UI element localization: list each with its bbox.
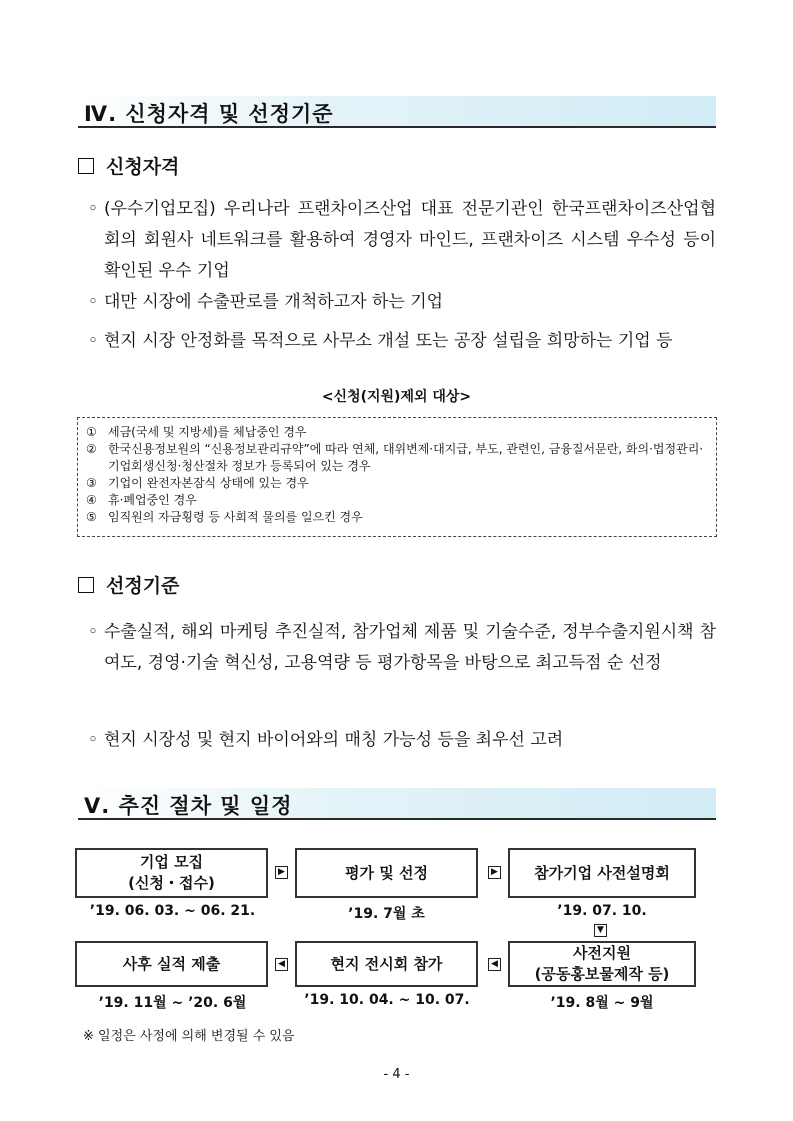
bullet-dot: ◦ xyxy=(88,331,99,351)
exclusion-item-number: ④ xyxy=(86,493,97,507)
arrow-down-icon: ▼ xyxy=(594,924,607,937)
exclusion-item-text: 휴·폐업중인 경우 xyxy=(108,493,197,507)
step-label: 기업 모집 (신청・접수) xyxy=(128,853,215,892)
exclusion-item xyxy=(86,509,708,526)
eligibility-bullet-text: (우수기업모집) 우리나라 프랜차이즈산업 대표 전문기관인 한국프랜차이즈산업협회의 회원사 네트워크를 활용하여 경영자 마인드, 프랜차이즈 시스템 우수성 등이 확인된 우수 기업 xyxy=(104,199,716,281)
step-label: 평가 및 선정 xyxy=(345,863,428,882)
step-label: 현지 전시회 참가 xyxy=(330,954,443,973)
exclusion-item-number: ① xyxy=(86,425,97,439)
section-5-title: Ⅴ. 추진 절차 및 일정 xyxy=(84,794,293,818)
section-5-header xyxy=(78,788,716,820)
arrow-right-icon: ▶ xyxy=(488,866,501,879)
step-label: 사전지원 (공동홍보물제작 등) xyxy=(534,944,670,983)
bullet-dot: ◦ xyxy=(88,622,99,642)
exclusion-item-text: 기업이 완전자본잠식 상태에 있는 경우 xyxy=(108,476,309,490)
step-label: 사후 실적 제출 xyxy=(122,954,221,973)
step-presupport-box xyxy=(508,941,696,987)
exclusion-item-text: 한국신용정보원의 “신용정보관리규약”에 따라 연체, 대위변제·대지급, 부도, 관련인, 금융질서문란, 화의·법정관리·기업회생신청·청산절차 정보가 등록되어 있는 경우 xyxy=(108,442,704,473)
square-bullet-icon xyxy=(78,577,94,593)
bullet-dot: ◦ xyxy=(88,292,99,312)
step-exhibition-box xyxy=(295,941,478,987)
step-evaluation-box xyxy=(295,848,478,898)
step-date: ’19. 7월 초 xyxy=(348,906,425,922)
arrow-left-icon: ◀ xyxy=(488,958,501,971)
step-date: ’19. 06. 03. ~ 06. 21. xyxy=(89,903,256,919)
section-4-title: Ⅳ. 신청자격 및 선정기준 xyxy=(84,102,334,126)
step-label: 참가기업 사전설명회 xyxy=(534,863,670,882)
eligibility-bullet-3 xyxy=(88,326,716,357)
exclusion-item-text: 임직원의 자금횡령 등 사회적 물의를 일으킨 경우 xyxy=(108,510,363,524)
criteria-heading-text: 선정기준 xyxy=(106,575,180,597)
exclusion-item-number: ② xyxy=(86,442,97,456)
step-recruitment-box xyxy=(75,848,268,898)
bullet-dot: ◦ xyxy=(88,199,99,219)
arrow-right-icon: ▶ xyxy=(275,866,288,879)
exclusion-item-number: ③ xyxy=(86,476,97,490)
eligibility-heading xyxy=(78,152,179,179)
step-briefing-box xyxy=(508,848,696,898)
section-4-header xyxy=(78,96,716,128)
exclusion-title: <신청(지원)제외 대상> xyxy=(321,389,472,405)
step-date: ’19. 11월 ~ ’20. 6월 xyxy=(98,995,247,1011)
exclusion-item xyxy=(86,441,708,475)
criteria-bullet-text: 현지 시장성 및 현지 바이어와의 매칭 가능성 등을 최우선 고려 xyxy=(104,730,564,750)
schedule-note: ※ 일정은 사정에 의해 변경될 수 있음 xyxy=(83,1029,295,1044)
exclusion-item-text: 세금(국세 및 지방세)를 체납중인 경우 xyxy=(108,425,307,439)
square-bullet-icon xyxy=(78,158,94,174)
criteria-bullet-text: 수출실적, 해외 마케팅 추진실적, 참가업체 제품 및 기술수준, 정부수출지원시책 참여도, 경영·기술 혁신성, 고용역량 등 평가항목을 바탕으로 최고득점 순 선정 xyxy=(104,622,716,673)
criteria-bullet-1 xyxy=(88,617,716,679)
exclusion-item-number: ⑤ xyxy=(86,510,97,524)
eligibility-bullet-1 xyxy=(88,194,716,287)
arrow-left-icon: ◀ xyxy=(275,958,288,971)
step-date: ’19. 8월 ~ 9월 xyxy=(550,995,654,1011)
eligibility-bullet-text: 현지 시장 안정화를 목적으로 사무소 개설 또는 공장 설립을 희망하는 기업 등 xyxy=(104,331,673,351)
step-date: ’19. 07. 10. xyxy=(557,903,647,919)
page-number: - 4 - xyxy=(383,1067,410,1082)
step-date: ’19. 10. 04. ~ 10. 07. xyxy=(304,992,470,1008)
eligibility-bullet-text: 대만 시장에 수출판로를 개척하고자 하는 기업 xyxy=(104,292,444,312)
criteria-bullet-2 xyxy=(88,725,716,756)
step-report-box xyxy=(75,941,268,987)
exclusion-item xyxy=(86,475,708,492)
criteria-heading xyxy=(78,571,179,598)
exclusion-box xyxy=(77,417,717,537)
eligibility-bullet-2 xyxy=(88,287,716,318)
exclusion-item xyxy=(86,424,708,441)
exclusion-item xyxy=(86,492,708,509)
eligibility-heading-text: 신청자격 xyxy=(106,156,180,178)
bullet-dot: ◦ xyxy=(88,730,99,750)
